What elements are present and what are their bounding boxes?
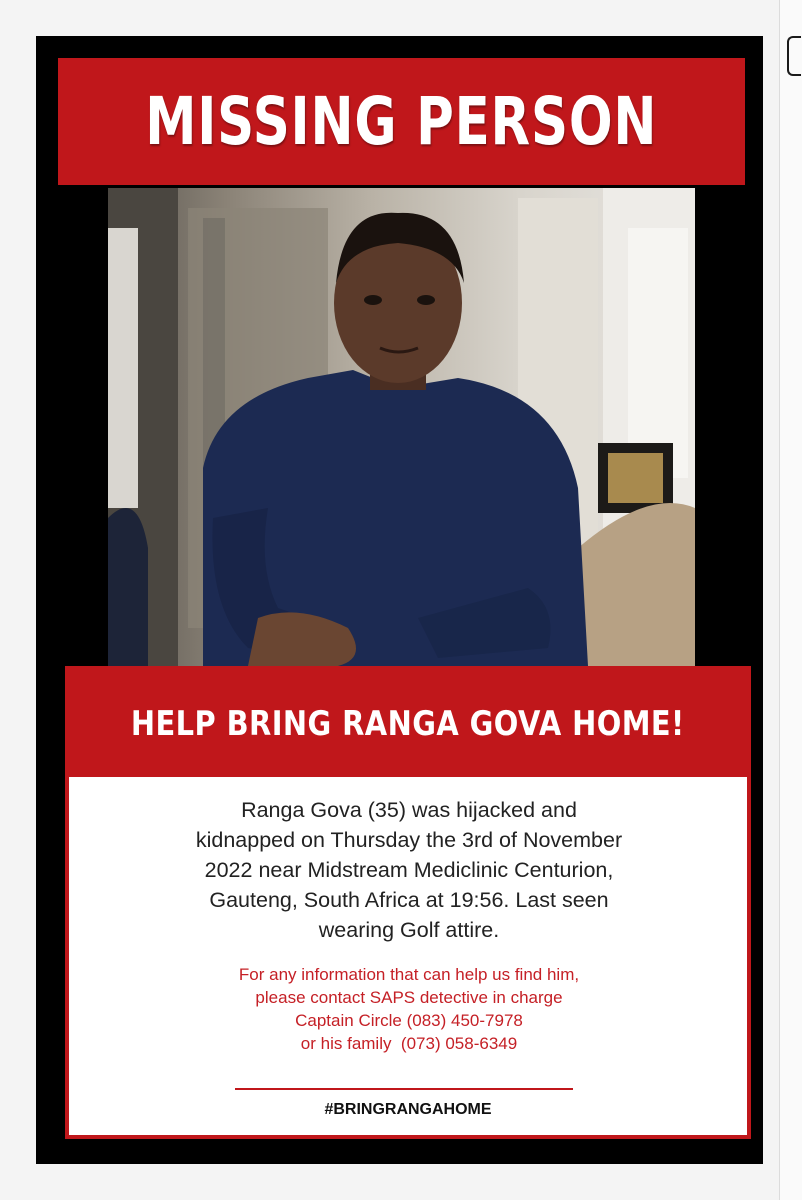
page-edge-notch (787, 36, 801, 76)
description-line: wearing Golf attire. (318, 918, 500, 942)
missing-person-poster (36, 36, 763, 1164)
contact-line: For any information that can help us find him, (238, 965, 580, 984)
contact-line: please contact SAPS detective in charge (255, 988, 563, 1007)
description (99, 795, 719, 945)
headline-banner (69, 670, 747, 777)
person-photo (108, 188, 695, 666)
info-panel (65, 666, 751, 1139)
contact-info (99, 963, 719, 1055)
description-line: 2022 near Midstream Mediclinic Centurion, (204, 858, 614, 882)
headline: HELP BRING RANGA GOVA HOME! (131, 703, 685, 744)
divider-line (235, 1088, 573, 1090)
hashtag: #BRINGRANGAHOME (324, 1101, 492, 1118)
person-photo-illustration (108, 188, 695, 666)
description-line: kidnapped on Thursday the 3rd of November (195, 828, 623, 852)
adjacent-page-edge (779, 0, 802, 1200)
title-banner (58, 58, 745, 185)
description-line: Gauteng, South Africa at 19:56. Last seen (209, 888, 609, 912)
description-line: Ranga Gova (35) was hijacked and (241, 798, 577, 822)
contact-line: or his family (073) 058-6349 (300, 1034, 518, 1053)
poster-title: MISSING PERSON (145, 83, 658, 160)
contact-line: Captain Circle (083) 450-7978 (295, 1011, 523, 1030)
